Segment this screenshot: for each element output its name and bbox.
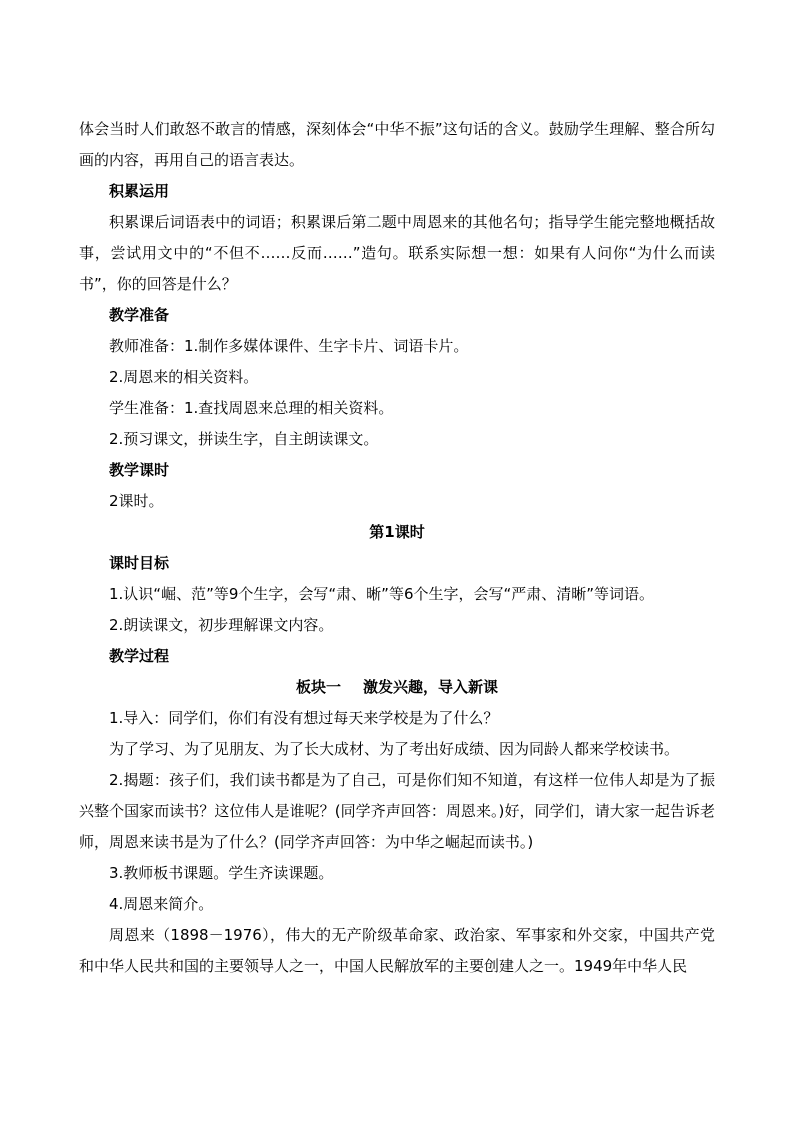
paragraph-intro: 1.导入：同学们，你们有没有想过每天来学校是为了什么？ xyxy=(109,709,499,727)
paragraph-class-hours: 2课时。 xyxy=(109,492,164,510)
paragraph-continuation: 体会当时人们敢怒不敢言的情感，深刻体会“中华不振”这句话的含义。鼓励学生理解、整合所勾画的内容，再用自己的语言表达。 xyxy=(79,120,715,169)
paragraph-objective-1: 1.认识“崛、范”等9个生字，会写“肃、晰”等6个生字，会写“严肃、清晰”等词语。 xyxy=(109,585,655,603)
block-label: 板块一 xyxy=(295,678,341,696)
paragraph-bio: 周恩来（1898－1976），伟大的无产阶级革命家、政治家、军事家和外交家，中国共产党和中华人民共和国的主要领导人之一，中国人民解放军的主要创建人之一。1949年中华人民 xyxy=(79,926,715,975)
paragraph-board-title: 3.教师板书课题。学生齐读课题。 xyxy=(109,864,334,882)
paragraph-teacher-prep: 教师准备：1.制作多媒体课件、生字卡片、词语卡片。 xyxy=(109,337,469,355)
paragraph-objective-2: 2.朗读课文，初步理解课文内容。 xyxy=(109,616,334,634)
section-heading-objectives: 课时目标 xyxy=(109,554,170,572)
block-title xyxy=(79,672,715,703)
section-heading-class-hours: 教学课时 xyxy=(109,461,170,479)
section-heading-preparation: 教学准备 xyxy=(109,306,170,324)
paragraph-answers: 为了学习、为了见朋友、为了长大成材、为了考出好成绩、因为同龄人都来学校读书。 xyxy=(109,740,680,758)
paragraph-student-prep: 学生准备：1.查找周恩来总理的相关资料。 xyxy=(109,399,394,417)
section-heading-process: 教学过程 xyxy=(109,647,170,665)
lesson-title: 第1课时 xyxy=(369,523,425,541)
paragraph-student-prep-2: 2.预习课文，拼读生字，自主朗读课文。 xyxy=(109,430,379,448)
paragraph-accumulation: 积累课后词语表中的词语；积累课后第二题中周恩来的其他名句；指导学生能完整地概括故事，尝试用文中的“不但不……反而……”造句。联系实际想一想：如果有人问你“为什么而读书”，你的回答是什么？ xyxy=(79,213,715,293)
paragraph-bio-heading: 4.周恩来简介。 xyxy=(109,895,214,913)
block-title-text: 激发兴趣，导入新课 xyxy=(363,678,499,696)
section-heading-accumulation: 积累运用 xyxy=(109,182,170,200)
paragraph-teacher-prep-2: 2.周恩来的相关资料。 xyxy=(109,368,259,386)
document-body xyxy=(79,114,715,982)
paragraph-reveal-topic: 2.揭题：孩子们，我们读书都是为了自己，可是你们知不知道，有这样一位伟人却是为了振兴整个国家而读书？这位伟人是谁呢？(同学齐声回答：周恩来。)好，同学们，请大家一起告诉老师，周恩来读书是为了什么？(同学齐声回答：为中华之崛起而读书。) xyxy=(79,771,715,851)
